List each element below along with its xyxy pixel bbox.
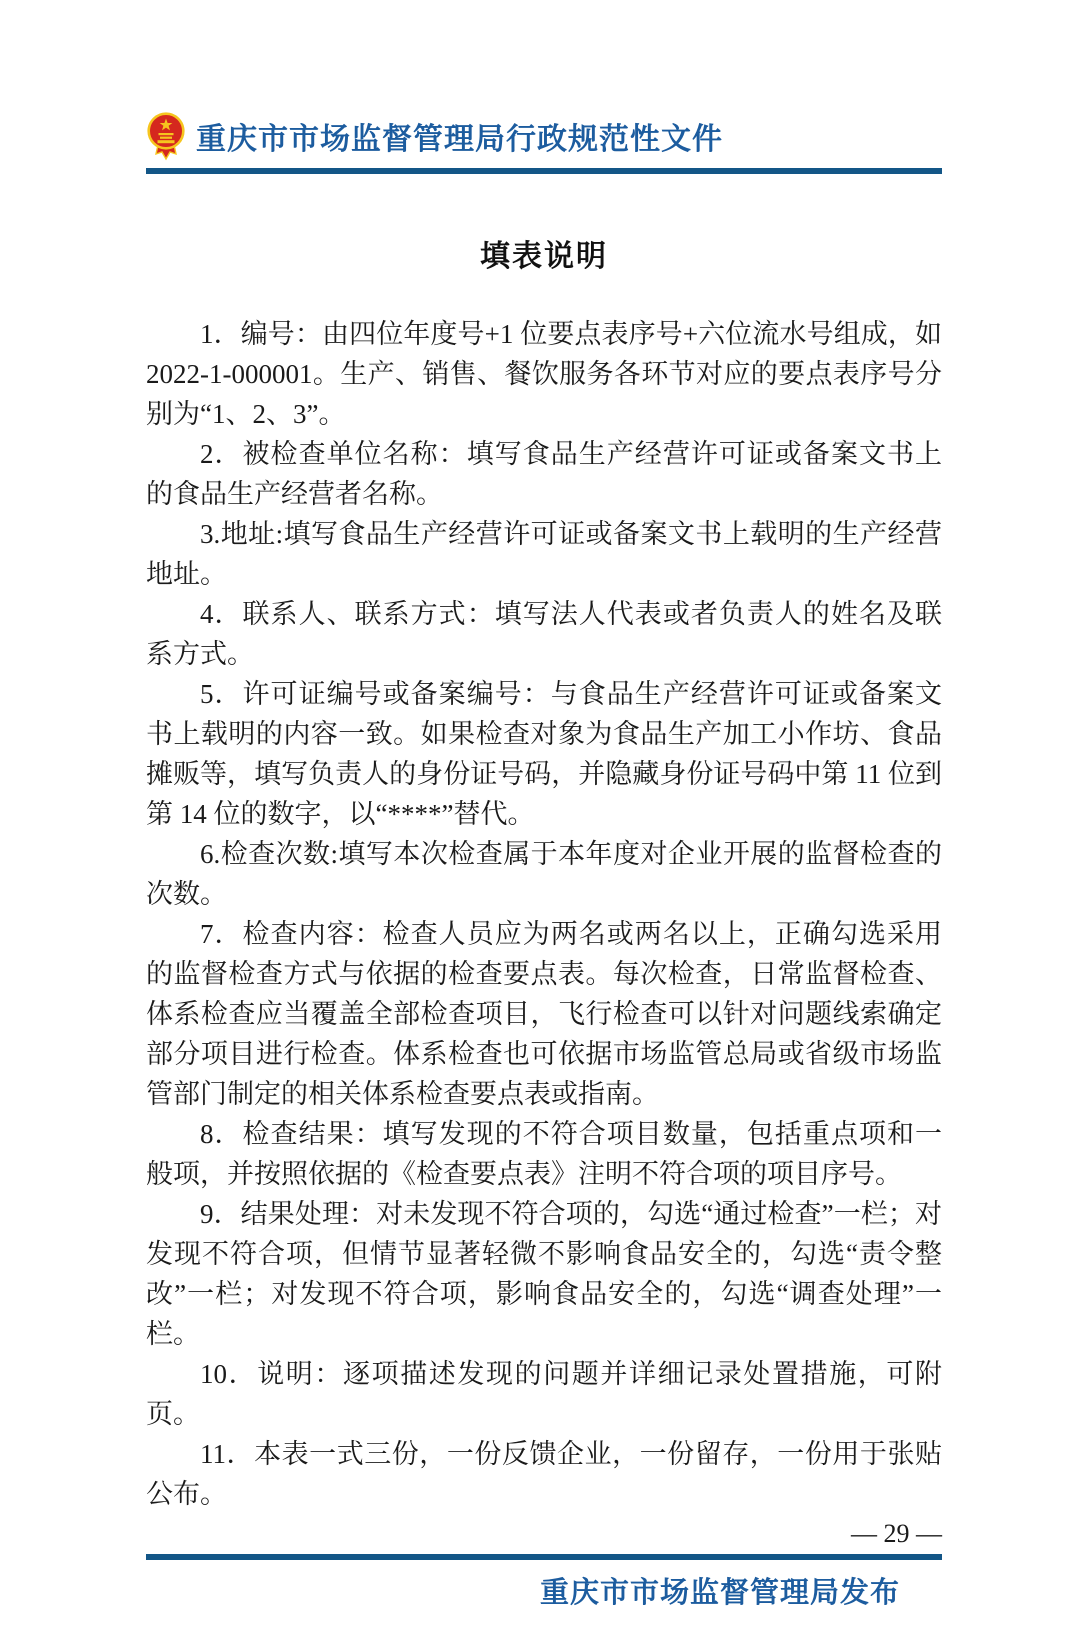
instruction-paragraph: 5．许可证编号或备案编号：与食品生产经营许可证或备案文书上载明的内容一致。如果检查对象为食品生产加工小作坊、食品摊贩等，填写负责人的身份证号码，并隐藏身份证号码中第 11 位到第 14 位的数字，以“****”替代。 bbox=[146, 679, 942, 829]
national-emblem-icon bbox=[146, 112, 186, 160]
instruction-paragraph: 1．编号：由四位年度号+1 位要点表序号+六位流水号组成，如2022-1-000001。生产、销售、餐饮服务各环节对应的要点表序号分别为“1、2、3”。 bbox=[146, 319, 942, 429]
header-title: 重庆市市场监督管理局行政规范性文件 bbox=[196, 123, 723, 156]
publisher-line: 重庆市市场监督管理局发布 bbox=[539, 1577, 900, 1609]
page-number: — 29 — bbox=[851, 1519, 942, 1548]
instruction-paragraph: 7．检查内容：检查人员应为两名或两名以上，正确勾选采用的监督检查方式与依据的检查要点表。每次检查，日常监督检查、体系检查应当覆盖全部检查项目，飞行检查可以针对问题线索确定部分项目进行检查。体系检查也可依据市场监管总局或省级市场监管部门制定的相关体系检查要点表或指南。 bbox=[146, 919, 942, 1109]
document-header bbox=[146, 112, 942, 174]
instruction-paragraph: 9．结果处理：对未发现不符合项的，勾选“通过检查”一栏；对发现不符合项，但情节显著轻微不影响食品安全的，勾选“责令整改”一栏；对发现不符合项，影响食品安全的，勾选“调查处理”一栏。 bbox=[146, 1199, 942, 1349]
instruction-paragraph: 4．联系人、联系方式：填写法人代表或者负责人的姓名及联系方式。 bbox=[146, 599, 942, 669]
instruction-paragraph: 8．检查结果：填写发现的不符合项目数量，包括重点项和一般项，并按照依据的《检查要点表》注明不符合项的项目序号。 bbox=[146, 1119, 942, 1189]
instruction-paragraph: 2．被检查单位名称：填写食品生产经营许可证或备案文书上的食品生产经营者名称。 bbox=[146, 439, 942, 509]
instructions-body bbox=[146, 314, 942, 1514]
instruction-paragraph: 10．说明：逐项描述发现的问题并详细记录处置措施，可附页。 bbox=[146, 1359, 942, 1429]
footer-divider bbox=[146, 1554, 942, 1560]
instruction-paragraph: 3.地址:填写食品生产经营许可证或备案文书上载明的生产经营地址。 bbox=[146, 519, 942, 589]
instruction-paragraph: 6.检查次数:填写本次检查属于本年度对企业开展的监督检查的次数。 bbox=[146, 839, 942, 909]
document-page bbox=[0, 112, 1074, 1632]
instruction-paragraph: 11．本表一式三份，一份反馈企业，一份留存，一份用于张贴公布。 bbox=[146, 1439, 942, 1509]
page-title: 填表说明 bbox=[480, 240, 608, 273]
